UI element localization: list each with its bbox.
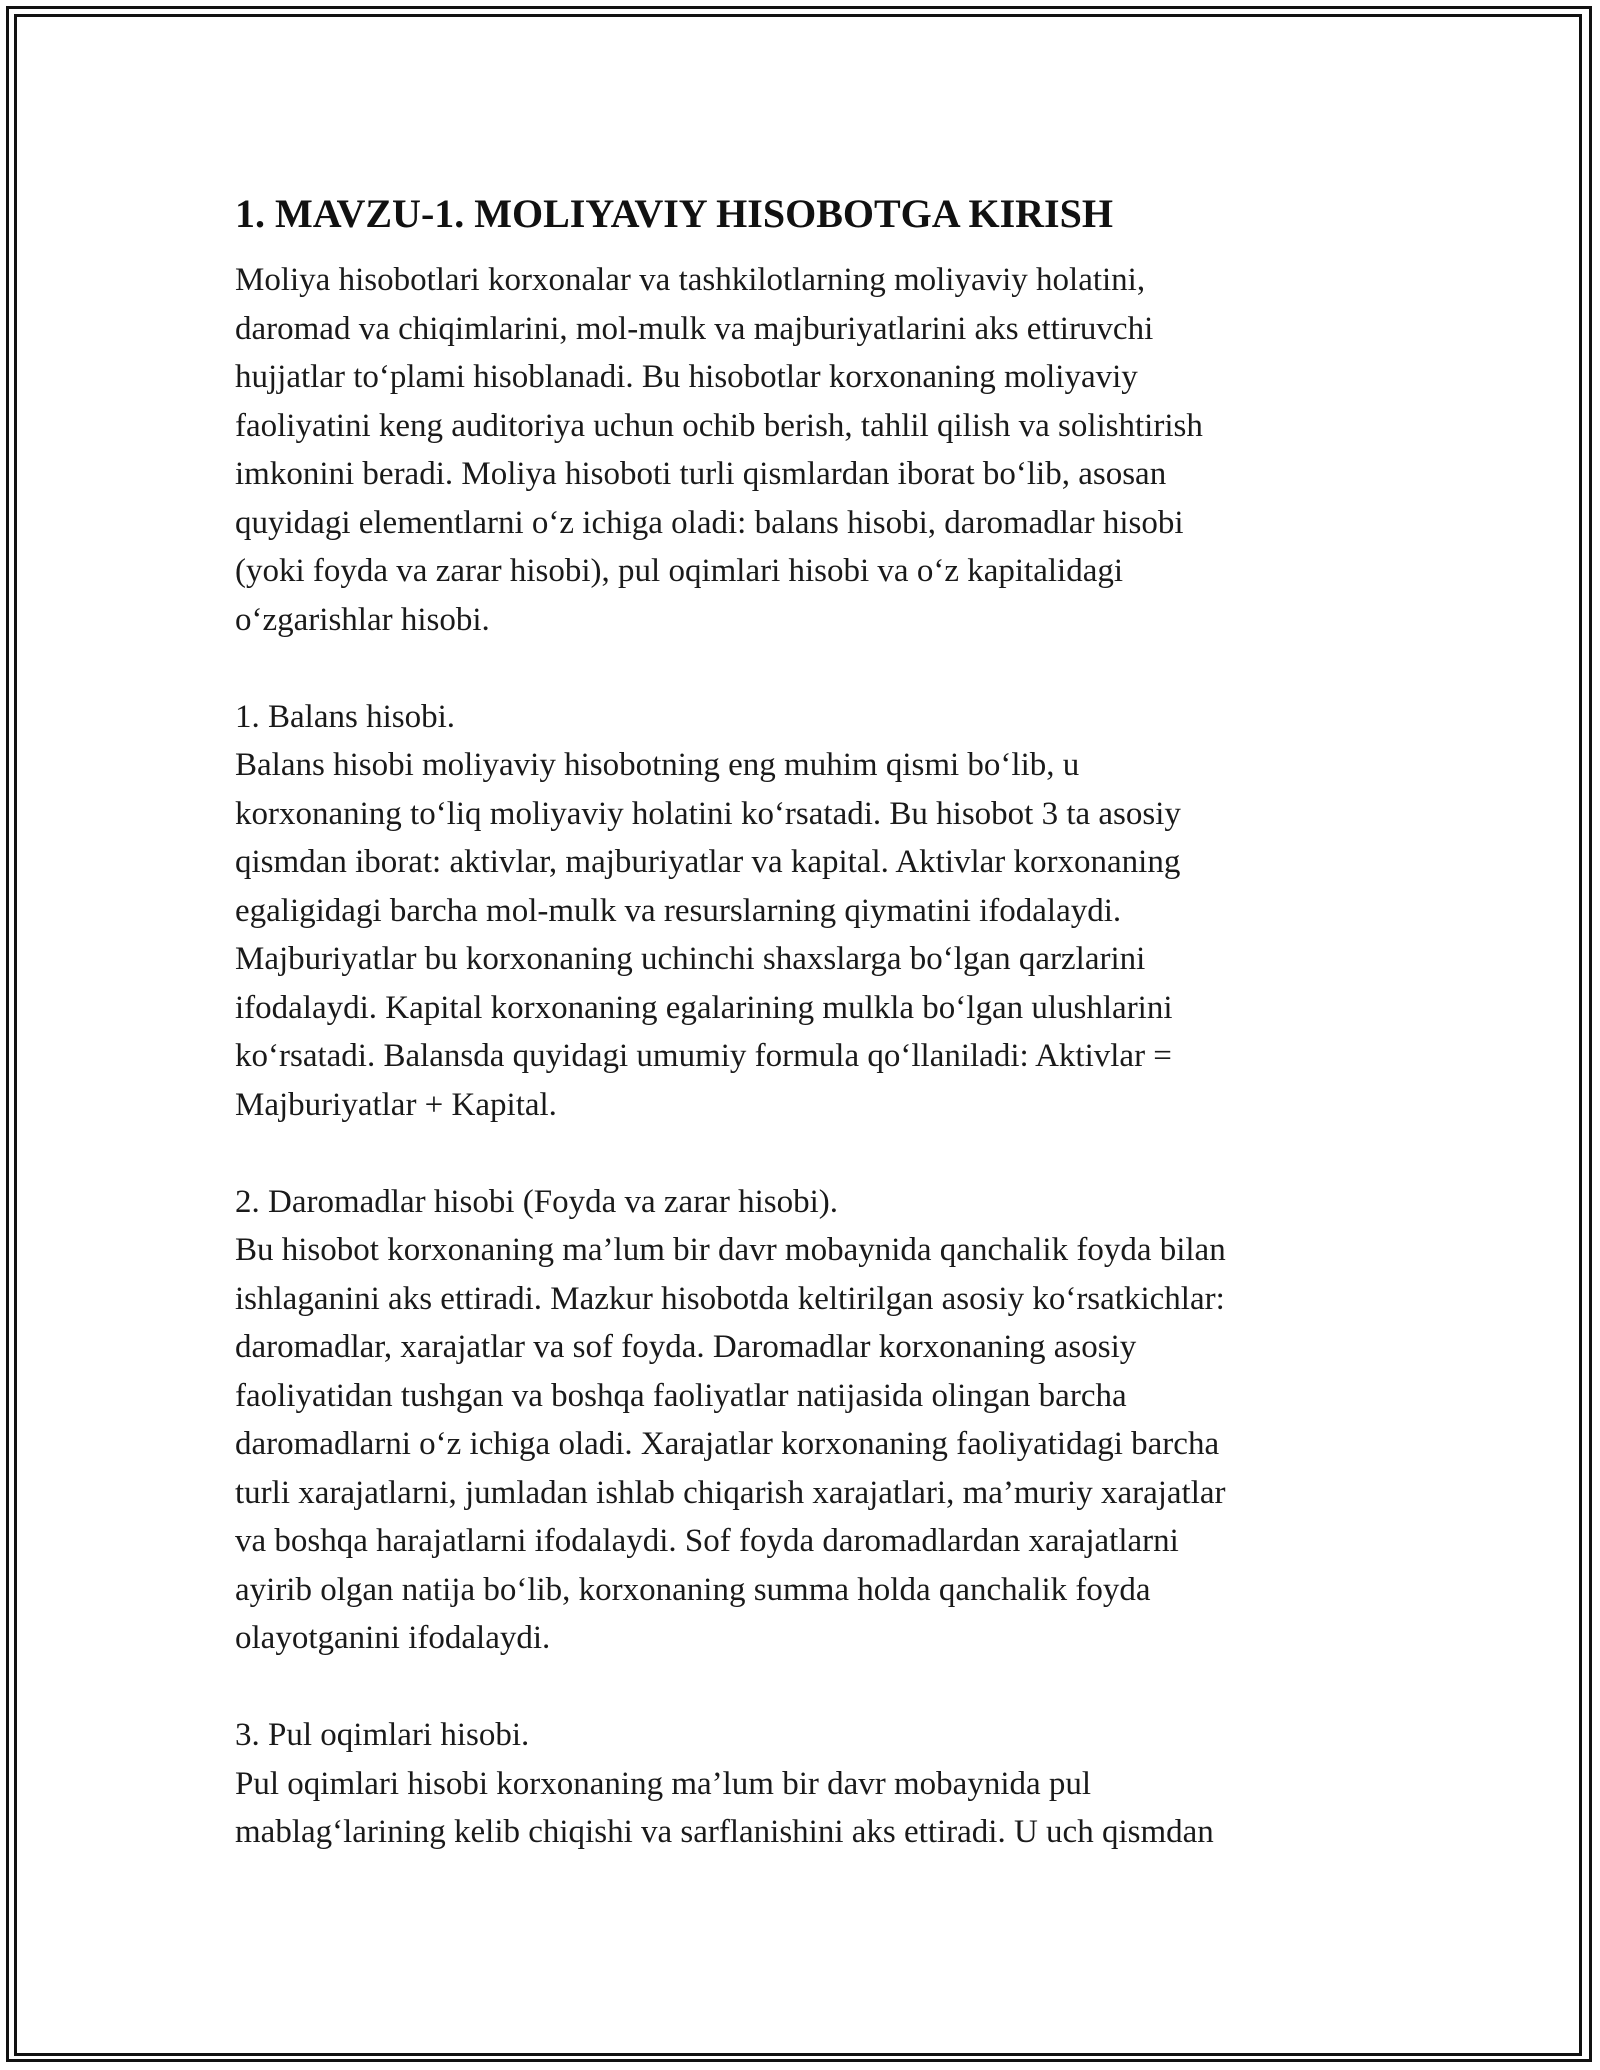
section-heading: 1. Balans hisobi. (235, 698, 455, 735)
section-balance-sheet (235, 693, 1345, 1130)
section-heading: 3. Pul oqimlari hisobi. (235, 1717, 530, 1753)
paragraph-line: quyidagi elementlarni o‘z ichiga oladi: balans hisobi, daromadlar hisobi (235, 504, 1184, 541)
paragraph-line: olayotganini ifodalaydi. (235, 1620, 551, 1656)
paragraph-line: turli xarajatlarni, jumladan ishlab chiqarish xarajatlari, ma’muriy xarajatlar (235, 1474, 1226, 1511)
paragraph-line: va boshqa harajatlarni ifodalaydi. Sof foyda daromadlardan xarajatlarni (235, 1523, 1179, 1559)
intro-paragraph (235, 256, 1345, 644)
paragraph-line: o‘zgarishlar hisobi. (235, 601, 490, 638)
paragraph-line: ishlaganini aks ettiradi. Mazkur hisobotda keltirilgan asosiy ko‘rsatkichlar: (235, 1280, 1225, 1317)
paragraph-line: mablag‘larining kelib chiqishi va sarflanishini aks ettiradi. U uch qismdan (235, 1814, 1214, 1850)
document-body (235, 186, 1345, 1857)
paragraph-line: hujjatlar to‘plami hisoblanadi. Bu hisobotlar korxonaning moliyaviy (235, 359, 1138, 395)
paragraph-line: Pul oqimlari hisobi korxonaning ma’lum bir davr mobaynida pul (235, 1765, 1092, 1802)
section-cash-flow (235, 1711, 1345, 1857)
paragraph-line: egaligidagi barcha mol-mulk va resurslarning qiymatini ifodalaydi. (235, 892, 1122, 929)
paragraph-line: ifodalaydi. Kapital korxonaning egalarining mulkla bo‘lgan ulushlarini (235, 989, 1173, 1026)
paragraph-line: Balans hisobi moliyaviy hisobotning eng muhim qismi bo‘lib, u (235, 747, 1080, 783)
paragraph-line: Moliya hisobotlari korxonalar va tashkilotlarning moliyaviy holatini, (235, 262, 1146, 298)
paragraph-line: Majburiyatlar + Kapital. (235, 1086, 557, 1123)
paragraph-line: daromadlarni o‘z ichiga oladi. Xarajatlar korxonaning faoliyatidagi barcha (235, 1426, 1220, 1462)
paragraph-line: korxonaning to‘liq moliyaviy holatini ko‘rsatadi. Bu hisobot 3 ta asosiy (235, 795, 1181, 832)
paragraph-line: ko‘rsatadi. Balansda quyidagi umumiy formula qo‘llaniladi: Aktivlar = (235, 1038, 1172, 1074)
paragraph-line: (yoki foyda va zarar hisobi), pul oqimlari hisobi va o‘z kapitalidagi (235, 553, 1124, 589)
paragraph-line: daromadlar, xarajatlar va sof foyda. Daromadlar korxonaning asosiy (235, 1329, 1137, 1365)
paragraph-line: qismdan iborat: aktivlar, majburiyatlar va kapital. Aktivlar korxonaning (235, 844, 1181, 880)
paragraph-line: imkonini beradi. Moliya hisoboti turli qismlardan iborat bo‘lib, asosan (235, 456, 1167, 492)
paragraph-line: Bu hisobot korxonaning ma’lum bir davr mobaynida qanchalik foyda bilan (235, 1232, 1226, 1268)
paragraph-line: ayirib olgan natija bo‘lib, korxonaning summa holda qanchalik foyda (235, 1571, 1151, 1608)
section-heading: 2. Daromadlar hisobi (Foyda va zarar hisobi). (235, 1183, 838, 1220)
paragraph-line: daromad va chiqimlarini, mol-mulk va majburiyatlarini aks ettiruvchi (235, 310, 1154, 347)
paragraph-line: faoliyatidan tushgan va boshqa faoliyatlar natijasida olingan barcha (235, 1377, 1127, 1414)
page-title: 1. MAVZU-1. MOLIYAVIY HISOBOTGA KIRISH (235, 191, 1113, 236)
section-income-statement (235, 1178, 1345, 1663)
paragraph-line: Majburiyatlar bu korxonaning uchinchi shaxslarga bo‘lgan qarzlarini (235, 941, 1146, 977)
paragraph-line: faoliyatini keng auditoriya uchun ochib berish, tahlil qilish va solishtirish (235, 407, 1203, 444)
